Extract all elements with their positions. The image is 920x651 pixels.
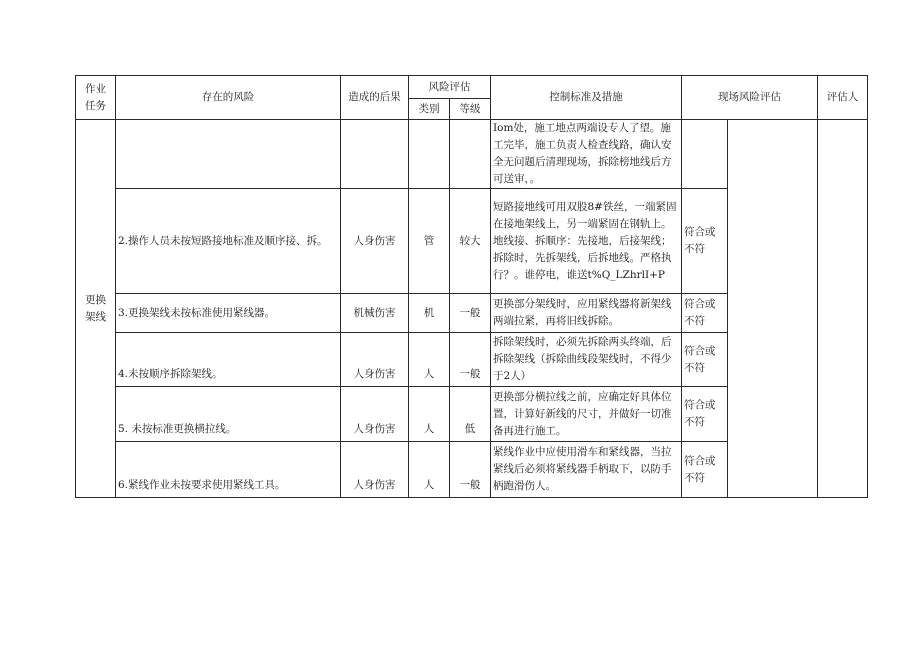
consequence-cell (341, 120, 409, 189)
measures-text: 短路接地线可用双股8#铁丝，一端紧固在接地架线上，另一端紧固在钢轨上。地线接、拆顺序：先接地，后接架线；拆除时，先拆架线，后拆地线。严格执行？。谁停电，谁送t%Q_LZhrlI+P (493, 200, 677, 281)
measures-cell (491, 442, 682, 498)
risk-cell: 5. 未按标准更换横拉线。 (116, 387, 341, 442)
category-cell: 机 (409, 294, 450, 333)
consequence-cell: 人身伤害 (341, 442, 409, 498)
consequence-cell: 人身伤害 (341, 333, 409, 387)
measures-text: 更换部分横拉线之前，应确定好具体位置，计算好新线的尺寸，并做好一切准备再进行施工。 (493, 390, 672, 437)
measures-cell (491, 333, 682, 387)
level-cell: 一般 (450, 442, 491, 498)
category-cell: 管 (409, 189, 450, 294)
header-measures: 控制标准及措施 (491, 76, 682, 120)
category-cell: 人 (409, 333, 450, 387)
header-risk: 存在的风险 (116, 76, 341, 120)
header-site-assessment: 现场风险评估 (682, 76, 818, 120)
level-cell: 低 (450, 387, 491, 442)
header-task (76, 76, 116, 120)
measures-text: Iom处，施工地点两端设专人了望。施工完毕，施工负责人检查线路，确认安全无问题后清理现场，拆除榜地线后方可送审，。 (493, 122, 672, 185)
measures-cell (491, 294, 682, 333)
table-row (76, 120, 868, 189)
site-result-cell: 符合或不符 (682, 387, 728, 442)
header-level: 等级 (450, 99, 491, 120)
consequence-cell: 人身伤害 (341, 387, 409, 442)
task-cell (76, 120, 116, 498)
risk-assessment-table (75, 75, 868, 498)
category-cell (409, 120, 450, 189)
category-cell: 人 (409, 387, 450, 442)
category-cell: 人 (409, 442, 450, 498)
measures-text: 紧线作业中应使用滑车和紧线器，当拉紧线后必须将紧线器手柄取下，以防手柄跑滑伤人。 (493, 446, 672, 492)
measures-cell (491, 189, 682, 294)
header-assessor: 评估人 (818, 76, 868, 120)
header-row-1 (76, 76, 868, 99)
level-cell (450, 120, 491, 189)
header-category: 类别 (409, 99, 450, 120)
level-cell: 一般 (450, 333, 491, 387)
risk-cell: 2.操作人员未按短路接地标准及顺序接、拆。 (116, 189, 341, 294)
header-task-line-2: 任务 (85, 99, 106, 112)
header-assessment: 风险评估 (409, 76, 491, 99)
risk-cell: 3.更换架线未按标准使用紧线器。 (116, 294, 341, 333)
consequence-cell: 人身伤害 (341, 189, 409, 294)
task-name-line-2: 架线 (85, 310, 106, 323)
risk-cell: 4.未按顺序拆除架线。 (116, 333, 341, 387)
measures-text: 拆除架线时，必须先拆除两头终端，后拆除架线（拆除曲线段架线时，不得少于2人） (493, 336, 672, 382)
header-consequence: 造成的后果 (341, 76, 409, 120)
measures-text: 更换部分架线时，应用紧线器将新架线两端拉紧，再将旧线拆除。 (493, 298, 672, 327)
measures-cell (491, 387, 682, 442)
level-cell: 一般 (450, 294, 491, 333)
task-name-line-1: 更换 (85, 293, 106, 306)
site-note-cell (728, 120, 818, 498)
site-result-cell: 符合或不符 (682, 442, 728, 498)
risk-cell: 6.紧线作业未按要求使用紧线工具。 (116, 442, 341, 498)
assessor-cell (818, 120, 868, 498)
site-result-cell: 符合或不符 (682, 333, 728, 387)
site-result-cell: 符合或不符 (682, 294, 728, 333)
level-cell: 较大 (450, 189, 491, 294)
site-result-cell (682, 120, 728, 189)
consequence-cell: 机械伤害 (341, 294, 409, 333)
measures-cell (491, 120, 682, 189)
risk-cell (116, 120, 341, 189)
site-result-cell: 符合或不符 (682, 189, 728, 294)
header-task-line-1: 作业 (85, 82, 106, 95)
